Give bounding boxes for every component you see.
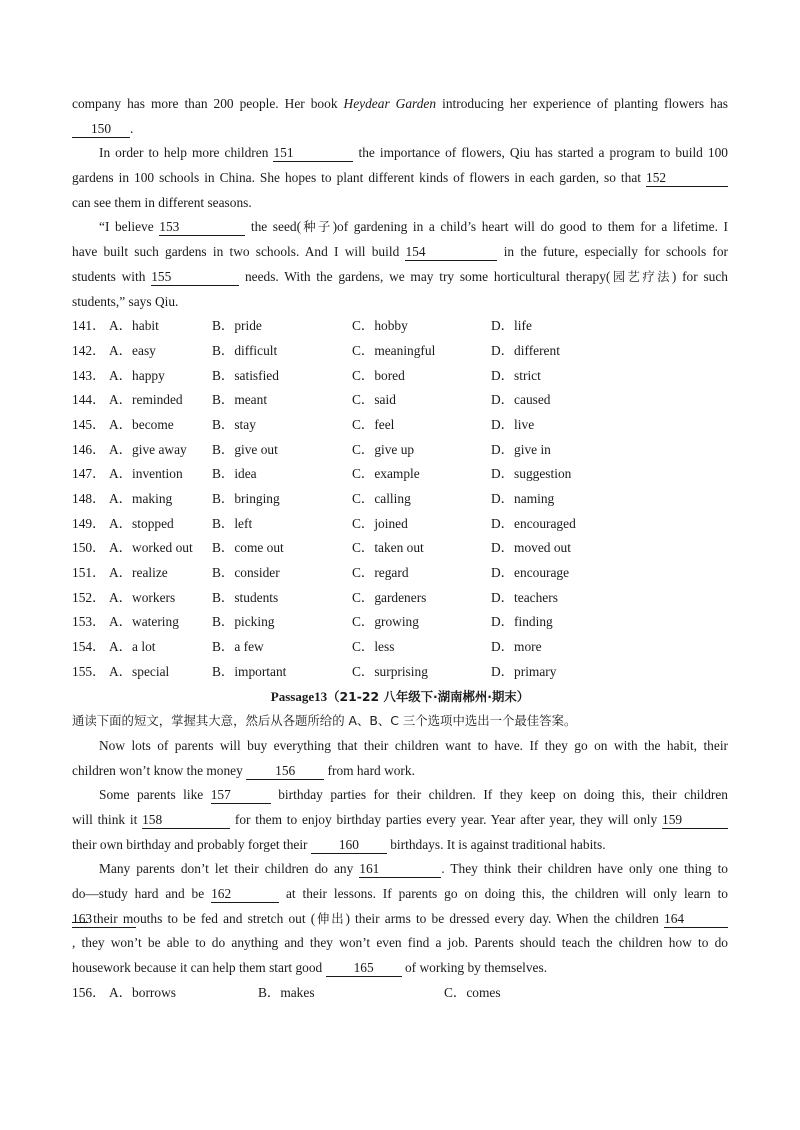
- blank-161[interactable]: 161: [359, 862, 441, 878]
- option-d[interactable]: D．caused: [491, 392, 551, 408]
- text: of working by themselves.: [404, 960, 548, 976]
- question-number: 151．: [72, 565, 106, 581]
- option-c[interactable]: C．meaningful: [352, 342, 436, 358]
- text: . They think their children have only one thing to: [441, 861, 728, 877]
- passage-line: [72, 92, 728, 117]
- question-number: 153．: [72, 614, 106, 630]
- option-b[interactable]: B．bringing: [212, 491, 280, 506]
- text: .: [130, 120, 134, 136]
- text: birthday parties for their children. If they keep on doing this, their children: [278, 787, 728, 803]
- passage-line: [72, 166, 728, 191]
- blank-153[interactable]: 153: [159, 220, 245, 236]
- option-c[interactable]: C．surprising: [352, 663, 428, 679]
- text: Some parents like: [99, 787, 204, 803]
- option-a[interactable]: A．borrows: [109, 984, 176, 1000]
- text: for them to enjoy birthday parties every year. Year after year, they will only: [234, 811, 658, 827]
- question-number: 150．: [72, 540, 106, 556]
- question-row: [72, 512, 728, 537]
- question-row: [72, 462, 728, 487]
- passage-line: [72, 141, 728, 166]
- chinese-gloss: 种子: [301, 219, 333, 235]
- option-c[interactable]: C．regard: [352, 565, 409, 581]
- option-a[interactable]: A．habit: [109, 318, 159, 334]
- option-d[interactable]: D．moved out: [491, 540, 571, 556]
- option-d[interactable]: D．suggestion: [491, 466, 572, 482]
- text: children won’t know the money: [72, 762, 243, 778]
- passage-line: [72, 783, 728, 808]
- question-row: [72, 660, 728, 685]
- question-row: [72, 388, 728, 413]
- option-b[interactable]: B．students: [212, 589, 279, 605]
- question-row: [72, 586, 728, 611]
- option-b[interactable]: B．satisfied: [212, 367, 279, 383]
- question-row: [72, 561, 728, 586]
- text: needs. With the gardens, we may try some horticultural therapy(: [244, 268, 611, 284]
- question-number: 156．: [72, 984, 106, 1000]
- question-number: 141．: [72, 318, 106, 334]
- option-c[interactable]: C．calling: [352, 491, 411, 506]
- instruction-text: 通读下面的短文，掌握其大意，然后从各题所给的 A、B、C 三个选项中选出一个最佳答案。: [72, 713, 577, 729]
- book-title: Heydear Garden: [343, 96, 437, 111]
- passage-line: [72, 857, 728, 882]
- passage-line: [72, 759, 728, 784]
- text: students,” says Qiu.: [72, 293, 179, 309]
- question-number: 148．: [72, 491, 106, 506]
- option-a[interactable]: A．a lot: [109, 639, 156, 655]
- text: )of gardening in a child’s heart will do good to them for a lifetime. I: [332, 219, 728, 235]
- option-b[interactable]: B．picking: [212, 614, 275, 630]
- heading-source: （21-22 八年级下·湖南郴州·期末）: [327, 688, 530, 704]
- blank-163-continued: [72, 907, 88, 923]
- question-number: 152．: [72, 589, 106, 605]
- passage-heading: [72, 685, 728, 710]
- passage-line: [72, 265, 728, 290]
- text: gardens in 100 schools in China. She hopes to plant different kinds of flowers in each garden, so that: [72, 170, 642, 186]
- option-b[interactable]: B．come out: [212, 540, 284, 556]
- blank-159[interactable]: 159: [662, 813, 728, 829]
- text: can see them in different seasons.: [72, 194, 252, 210]
- text: Now lots of parents will buy everything that their children want to have. If they go on with the habit, their: [99, 737, 728, 753]
- blank-158[interactable]: 158: [142, 813, 230, 829]
- question-number: 154．: [72, 639, 106, 655]
- question-row: [72, 438, 728, 463]
- chinese-gloss: 伸出: [315, 910, 346, 926]
- blank-162[interactable]: 162: [211, 887, 279, 903]
- option-b[interactable]: B．consider: [212, 565, 280, 581]
- text: their own birthday and probably forget their: [72, 836, 308, 852]
- question-row: [72, 413, 728, 438]
- text: from hard work.: [327, 762, 415, 778]
- passage-line: [72, 956, 728, 981]
- question-number: 147．: [72, 466, 106, 482]
- option-d[interactable]: D．give in: [491, 441, 551, 457]
- question-number: 142．: [72, 342, 106, 358]
- option-b[interactable]: B．pride: [212, 318, 262, 334]
- passage-line: [72, 117, 728, 142]
- option-a[interactable]: A．making: [109, 491, 173, 506]
- passage-line: [72, 734, 728, 759]
- blank-151[interactable]: 151: [273, 146, 353, 162]
- text: the seed(: [250, 219, 302, 235]
- question-row: [72, 981, 728, 1006]
- text: have built such gardens in two schools. And I will build: [72, 244, 400, 260]
- option-a[interactable]: A．give away: [109, 441, 187, 457]
- option-a[interactable]: A．watering: [109, 614, 179, 630]
- option-c[interactable]: C．joined: [352, 515, 408, 531]
- passage-line: [72, 290, 728, 315]
- option-b[interactable]: B．makes: [258, 984, 315, 1000]
- passage-line: [72, 215, 728, 240]
- text: housework because it can help them start good: [72, 960, 323, 976]
- option-b[interactable]: B．a few: [212, 639, 264, 655]
- option-b[interactable]: B．meant: [212, 392, 268, 408]
- question-number: 143．: [72, 367, 106, 383]
- option-d[interactable]: D．strict: [491, 367, 541, 383]
- option-c[interactable]: C．comes: [444, 984, 501, 1000]
- option-a[interactable]: A．special: [109, 663, 170, 679]
- option-a[interactable]: A．realize: [109, 565, 168, 581]
- question-list: [72, 314, 728, 684]
- text: do—study hard and be: [72, 886, 205, 901]
- option-d[interactable]: D．finding: [491, 614, 553, 630]
- question-number: 149．: [72, 515, 106, 531]
- option-c[interactable]: C．growing: [352, 614, 419, 630]
- text: company has more than 200 people. Her book: [72, 96, 338, 111]
- option-c[interactable]: C．gardeners: [352, 589, 427, 605]
- question-row: [72, 487, 728, 512]
- option-b[interactable]: B．important: [212, 663, 287, 679]
- option-c[interactable]: C．hobby: [352, 318, 408, 334]
- option-d[interactable]: D．encourage: [491, 565, 570, 581]
- option-c[interactable]: C．taken out: [352, 540, 424, 556]
- passage-line: [72, 907, 728, 932]
- passage-line: [72, 931, 728, 956]
- chinese-gloss: 园艺疗法: [610, 268, 672, 284]
- worksheet-page: [72, 92, 728, 1005]
- option-d[interactable]: D．primary: [491, 663, 557, 679]
- blank-150[interactable]: 150: [72, 122, 130, 138]
- text: introducing her experience of planting flowers has: [442, 96, 728, 111]
- option-b[interactable]: B．idea: [212, 466, 257, 482]
- option-a[interactable]: A．happy: [109, 367, 165, 383]
- question-row: [72, 339, 728, 364]
- text: in the future, especially for schools for: [503, 244, 728, 260]
- option-d[interactable]: D．more: [491, 639, 542, 655]
- text: students with: [72, 268, 146, 284]
- blank-164[interactable]: 164: [664, 912, 728, 928]
- blank-157[interactable]: 157: [211, 788, 271, 804]
- option-b[interactable]: B．stay: [212, 416, 256, 432]
- text: ) their arms to be dressed every day. When the children: [345, 910, 659, 926]
- option-d[interactable]: D．encouraged: [491, 515, 576, 531]
- option-d[interactable]: D．naming: [491, 491, 555, 506]
- option-d[interactable]: D．teachers: [491, 589, 558, 605]
- option-d[interactable]: D．life: [491, 318, 532, 334]
- option-a[interactable]: A．easy: [109, 342, 156, 358]
- option-b[interactable]: B．give out: [212, 441, 278, 457]
- passage-line: [72, 808, 728, 833]
- question-number: 145．: [72, 416, 106, 432]
- option-b[interactable]: B．difficult: [212, 342, 278, 358]
- question-row: [72, 364, 728, 389]
- instruction: [72, 709, 728, 734]
- blank-163[interactable]: 163: [72, 912, 136, 928]
- question-row: [72, 314, 728, 339]
- option-c[interactable]: C．example: [352, 466, 420, 482]
- text: will think it: [72, 811, 138, 827]
- option-a[interactable]: A．stopped: [109, 515, 174, 531]
- option-a[interactable]: A．worked out: [109, 540, 193, 556]
- question-row: [72, 635, 728, 660]
- text: birthdays. It is against traditional habits.: [390, 836, 606, 852]
- option-d[interactable]: D．different: [491, 342, 560, 358]
- option-c[interactable]: C．give up: [352, 441, 415, 457]
- blank-160[interactable]: 160: [311, 838, 387, 854]
- blank-155[interactable]: 155: [151, 270, 239, 286]
- question-row: [72, 536, 728, 561]
- text: In order to help more children: [99, 145, 269, 161]
- option-b[interactable]: B．left: [212, 515, 253, 531]
- option-c[interactable]: C．less: [352, 639, 395, 655]
- option-a[interactable]: A．become: [109, 416, 174, 432]
- text: , they won’t be able to do anything and they won’t even find a job. Parents should teach the children how to do: [72, 935, 728, 951]
- option-c[interactable]: C．feel: [352, 416, 395, 432]
- option-c[interactable]: C．said: [352, 392, 396, 408]
- passage-line: [72, 240, 728, 265]
- text: the importance of flowers, Qiu has started a program to build 100: [358, 145, 728, 161]
- option-a[interactable]: A．workers: [109, 589, 176, 605]
- passage-line: [72, 191, 728, 216]
- blank-156[interactable]: 156: [246, 764, 324, 780]
- text: ) for such: [671, 268, 728, 284]
- option-d[interactable]: D．live: [491, 416, 535, 432]
- question-number: 155．: [72, 663, 106, 679]
- option-c[interactable]: C．bored: [352, 367, 405, 383]
- passage-line: [72, 833, 728, 858]
- option-a[interactable]: A．reminded: [109, 392, 183, 408]
- heading-text: Passage13: [270, 688, 328, 704]
- blank-154[interactable]: 154: [405, 245, 497, 261]
- text: their mouths to be fed and stretch out (: [93, 910, 316, 926]
- option-a[interactable]: A．invention: [109, 466, 183, 482]
- blank-152[interactable]: 152: [646, 171, 728, 187]
- question-number: 144．: [72, 392, 106, 408]
- text: at their lessons. If parents go on doing this, the children will only learn to: [285, 886, 728, 901]
- text: “I believe: [99, 219, 154, 235]
- question-row: [72, 610, 728, 635]
- text: Many parents don’t let their children do any: [99, 861, 354, 877]
- question-number: 146．: [72, 441, 106, 457]
- blank-165[interactable]: 165: [326, 961, 402, 977]
